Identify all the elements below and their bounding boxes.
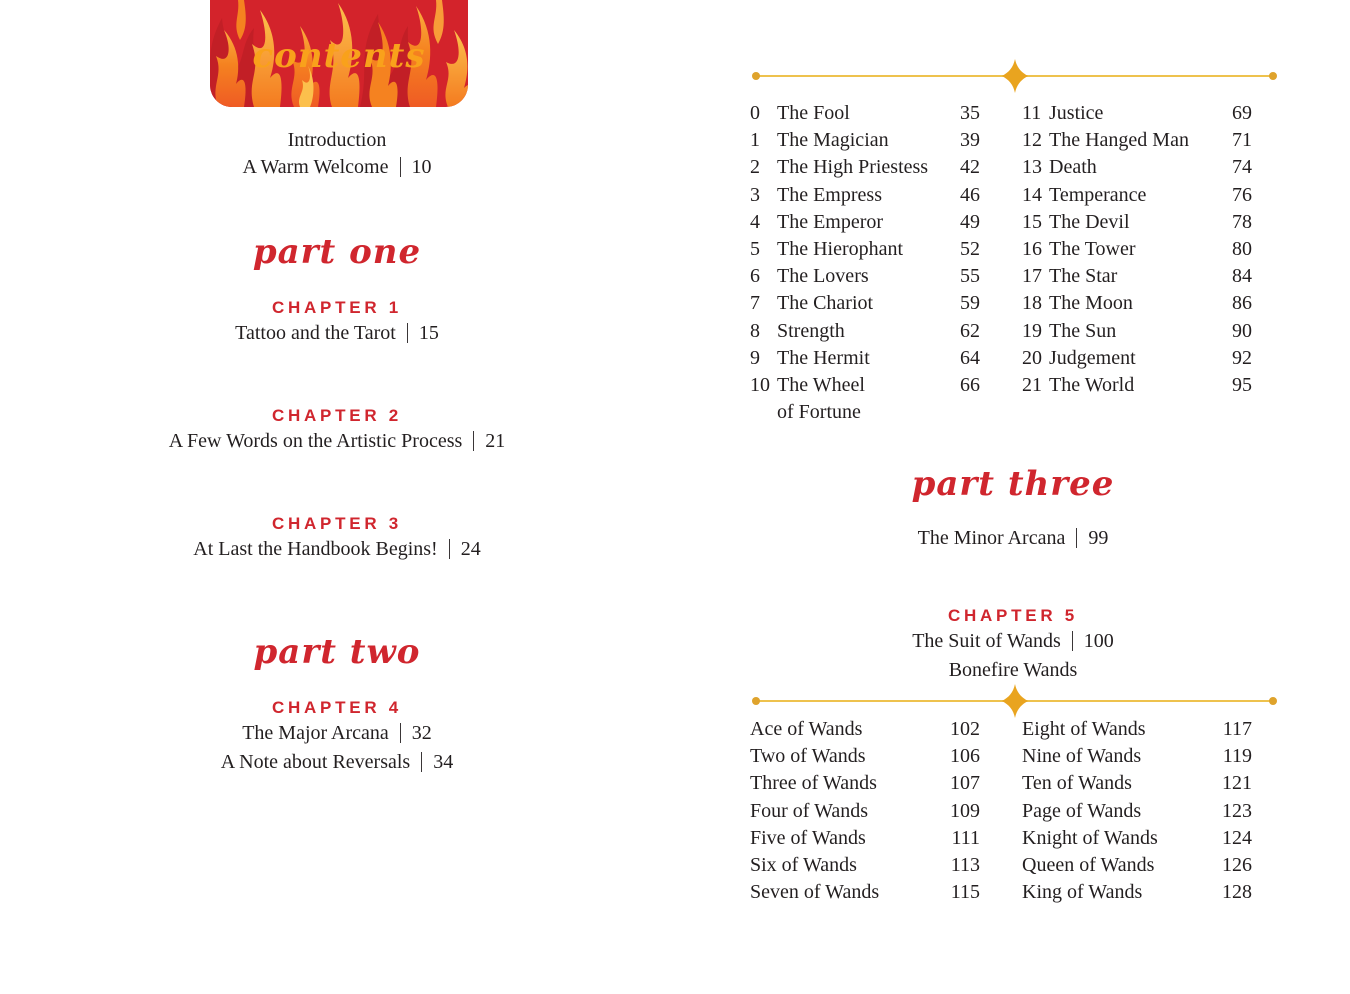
divider-dot-right: [1269, 697, 1277, 705]
toc-entry: [1022, 209, 1252, 236]
toc-entry: [750, 154, 980, 181]
entry-page: 106: [950, 745, 980, 768]
entry-title: Queen of Wands: [1022, 854, 1155, 877]
entry-page: 64: [960, 346, 980, 369]
entry-number: 2: [750, 156, 760, 179]
entry-number: 7: [750, 292, 760, 315]
entry-title: Ten of Wands: [1022, 772, 1132, 795]
entry-number: [750, 399, 777, 426]
introduction-line: [97, 154, 577, 181]
entry-title: The Tower: [1049, 238, 1136, 261]
entry-title: The Magician: [777, 129, 889, 152]
toc-entry: [750, 127, 980, 154]
chapter-1-entry: [97, 298, 577, 347]
entry-page: 119: [1222, 745, 1252, 768]
entry-title: Tattoo and the Tarot: [235, 322, 396, 344]
part-three-heading: part three: [911, 464, 1115, 504]
entry-title: Seven of Wands: [750, 881, 880, 904]
entry-page: 42: [960, 156, 980, 179]
entry-page: 99: [1088, 527, 1109, 549]
entry-page: 78: [1232, 210, 1252, 233]
entry-title: King of Wands: [1022, 881, 1143, 904]
chapter-title-line: [97, 749, 577, 776]
entry-page: 59: [960, 292, 980, 315]
entry-title: The Major Arcana: [242, 722, 389, 744]
contents-flame-card: [210, 0, 468, 107]
entry-number: 11: [1022, 102, 1042, 124]
entry-title: The Star: [1049, 265, 1118, 288]
wands-column-1: [750, 716, 980, 906]
toc-entry: [1022, 798, 1252, 825]
gold-divider-top: [752, 59, 1277, 93]
entry-number: 14: [1022, 183, 1042, 206]
entry-number: 20: [1022, 346, 1042, 369]
entry-title: Five of Wands: [750, 826, 866, 849]
entry-page: 46: [960, 183, 980, 206]
entry-title: The Emperor: [777, 210, 884, 233]
entry-title: Strength: [777, 319, 845, 342]
entry-page: 124: [1222, 826, 1252, 849]
pipe-divider: [407, 323, 408, 343]
entry-title: Eight of Wands: [1022, 718, 1146, 740]
toc-entry: [1022, 100, 1252, 127]
entry-title: At Last the Handbook Begins!: [193, 538, 438, 560]
entry-number: 19: [1022, 319, 1042, 342]
toc-entry: [1022, 290, 1252, 317]
toc-entry: [750, 318, 980, 345]
entry-page: 15: [418, 322, 439, 344]
entry-page: 74: [1232, 156, 1252, 179]
entry-page: 24: [460, 538, 481, 560]
toc-entry: [750, 770, 980, 797]
toc-entry-continuation: [750, 399, 980, 426]
entry-page: 109: [950, 799, 980, 822]
entry-title: The Hermit: [777, 346, 870, 369]
entry-title: Death: [1049, 156, 1097, 179]
entry-page: 84: [1232, 265, 1252, 288]
part-two-heading: part two: [253, 632, 421, 672]
entry-title: The Hierophant: [777, 238, 904, 261]
sparkle-star-icon: [1002, 59, 1028, 93]
entry-title: The Devil: [1049, 210, 1130, 233]
minor-arcana-entry: [773, 525, 1253, 552]
entry-page: 115: [950, 881, 980, 904]
toc-entry: [1022, 182, 1252, 209]
entry-title: The World: [1049, 374, 1135, 397]
entry-title: Three of Wands: [750, 772, 877, 795]
pipe-divider: [1072, 631, 1073, 651]
entry-number: 10: [750, 374, 770, 397]
chapter-title-line: [97, 320, 577, 347]
pipe-divider: [400, 157, 401, 177]
entry-number: 1: [750, 129, 760, 152]
entry-page: 32: [411, 722, 432, 744]
chapter-number: CHAPTER 4: [271, 698, 402, 717]
entry-number: 16: [1022, 238, 1042, 261]
entry-number: 21: [1022, 374, 1042, 397]
entry-page: 100: [1083, 630, 1114, 652]
toc-entry: [750, 852, 980, 879]
chapter-title-line: [97, 428, 577, 455]
entry-number: 17: [1022, 265, 1042, 288]
entry-page: 123: [1222, 799, 1252, 822]
introduction-entry: [97, 127, 577, 181]
toc-entry: [750, 716, 980, 743]
toc-entry: [750, 209, 980, 236]
entry-page: 10: [411, 156, 432, 178]
entry-page: 49: [960, 210, 980, 233]
entry-page: 76: [1232, 183, 1252, 206]
contents-title: contents: [252, 36, 426, 76]
entry-title: A Note about Reversals: [220, 751, 411, 773]
entry-number: 18: [1022, 292, 1042, 315]
entry-title: Judgement: [1049, 346, 1136, 369]
entry-title: The Moon: [1049, 292, 1133, 315]
toc-entry: [1022, 716, 1252, 743]
toc-entry: [750, 100, 980, 127]
pipe-divider: [449, 539, 450, 559]
chapter-2-entry: [97, 406, 577, 455]
entry-number: 12: [1022, 129, 1042, 152]
entry-page: 90: [1232, 319, 1252, 342]
toc-entry: [750, 290, 980, 317]
entry-title: A Few Words on the Artistic Process: [168, 430, 463, 452]
chapter-4-entry: [97, 698, 577, 776]
entry-page: 66: [960, 374, 980, 397]
toc-entry: [1022, 770, 1252, 797]
entry-title: Justice: [1049, 102, 1104, 124]
entry-number: 5: [750, 238, 760, 261]
entry-number: 4: [750, 210, 760, 233]
entry-page: 107: [950, 772, 980, 795]
toc-entry: [750, 879, 980, 906]
entry-title: The Suit of Wands: [912, 630, 1061, 652]
entry-title: The Chariot: [777, 292, 874, 315]
entry-number: 6: [750, 265, 760, 288]
toc-entry: [1022, 743, 1252, 770]
chapter-title-line: [97, 720, 577, 747]
entry-number: 15: [1022, 210, 1042, 233]
toc-entry: [750, 263, 980, 290]
toc-entry: [1022, 263, 1252, 290]
entry-page: 69: [1232, 102, 1252, 124]
chapter-title-line: [773, 628, 1253, 655]
entry-title: The Sun: [1049, 319, 1117, 342]
entry-title: The Hanged Man: [1049, 129, 1189, 152]
entry-page: 117: [1222, 718, 1252, 740]
entry-title: Four of Wands: [750, 799, 869, 822]
toc-entry: [1022, 154, 1252, 181]
wands-column-2: [1022, 716, 1252, 906]
entry-page: 86: [1232, 292, 1252, 315]
part-one-heading: part one: [252, 232, 422, 272]
entry-title: Temperance: [1049, 183, 1147, 206]
toc-entry: [750, 798, 980, 825]
entry-page: 80: [1232, 238, 1252, 261]
entry-page: 113: [950, 854, 980, 877]
divider-dot-left: [752, 697, 760, 705]
toc-entry: [1022, 852, 1252, 879]
entry-page: 39: [960, 129, 980, 152]
chapter-title-line: [97, 536, 577, 563]
major-arcana-column-1: [750, 100, 980, 426]
toc-entry: [750, 182, 980, 209]
chapter-number: CHAPTER 2: [271, 406, 402, 425]
entry-title: The Minor Arcana: [917, 527, 1066, 549]
pipe-divider: [421, 752, 422, 772]
entry-title: The High Priestess: [777, 156, 929, 179]
introduction-label: Introduction: [287, 129, 387, 151]
gold-divider-bottom: [752, 684, 1277, 718]
toc-entry: [1022, 127, 1252, 154]
entry-title: A Warm Welcome: [242, 156, 389, 178]
entry-number: 3: [750, 183, 760, 206]
toc-entry: [750, 236, 980, 263]
chapter-number: CHAPTER 5: [947, 606, 1078, 625]
entry-page: 34: [433, 751, 454, 773]
entry-title: Knight of Wands: [1022, 826, 1158, 849]
chapter-number: CHAPTER 1: [271, 298, 402, 317]
entry-page: 102: [950, 718, 980, 740]
chapter-5-entry: [773, 606, 1253, 684]
entry-page: 62: [960, 319, 980, 342]
chapter-number: CHAPTER 3: [271, 514, 402, 533]
entry-title: Page of Wands: [1022, 799, 1142, 822]
pipe-divider: [1076, 528, 1077, 548]
toc-entry: [750, 372, 980, 399]
toc-entry: [1022, 236, 1252, 263]
entry-title: Ace of Wands: [750, 718, 863, 740]
entry-title: The Wheel: [777, 374, 865, 397]
entry-page: 128: [1222, 881, 1252, 904]
entry-page: 121: [1222, 772, 1252, 795]
entry-page: 95: [1232, 374, 1252, 397]
entry-page: 111: [951, 826, 980, 849]
toc-entry: [750, 825, 980, 852]
toc-entry: [1022, 825, 1252, 852]
entry-number: 13: [1022, 156, 1042, 179]
toc-entry: [750, 345, 980, 372]
toc-entry: [750, 743, 980, 770]
entry-page: 55: [960, 265, 980, 288]
chapter-subtitle: Bonefire Wands: [948, 659, 1078, 681]
entry-page: 35: [960, 102, 980, 124]
pipe-divider: [400, 723, 401, 743]
entry-title: Two of Wands: [750, 745, 866, 768]
major-arcana-column-2: [1022, 100, 1252, 399]
toc-entry: [1022, 372, 1252, 399]
entry-title: Nine of Wands: [1022, 745, 1142, 768]
chapter-3-entry: [97, 514, 577, 563]
entry-page: 71: [1232, 129, 1252, 152]
divider-dot-left: [752, 72, 760, 80]
entry-number: 8: [750, 319, 760, 342]
entry-title: of Fortune: [777, 401, 861, 424]
entry-title: The Fool: [777, 102, 850, 124]
toc-entry: [1022, 879, 1252, 906]
entry-page: 126: [1222, 854, 1252, 877]
entry-title: The Empress: [777, 183, 882, 206]
entry-page: 52: [960, 238, 980, 261]
entry-title: The Lovers: [777, 265, 869, 288]
divider-dot-right: [1269, 72, 1277, 80]
pipe-divider: [473, 431, 474, 451]
entry-page: 92: [1232, 346, 1252, 369]
entry-title: Six of Wands: [750, 854, 857, 877]
sparkle-star-icon: [1002, 684, 1028, 718]
toc-entry: [1022, 318, 1252, 345]
entry-number: 0: [750, 102, 760, 124]
toc-entry: [1022, 345, 1252, 372]
entry-page: 21: [485, 430, 506, 452]
entry-number: 9: [750, 346, 760, 369]
